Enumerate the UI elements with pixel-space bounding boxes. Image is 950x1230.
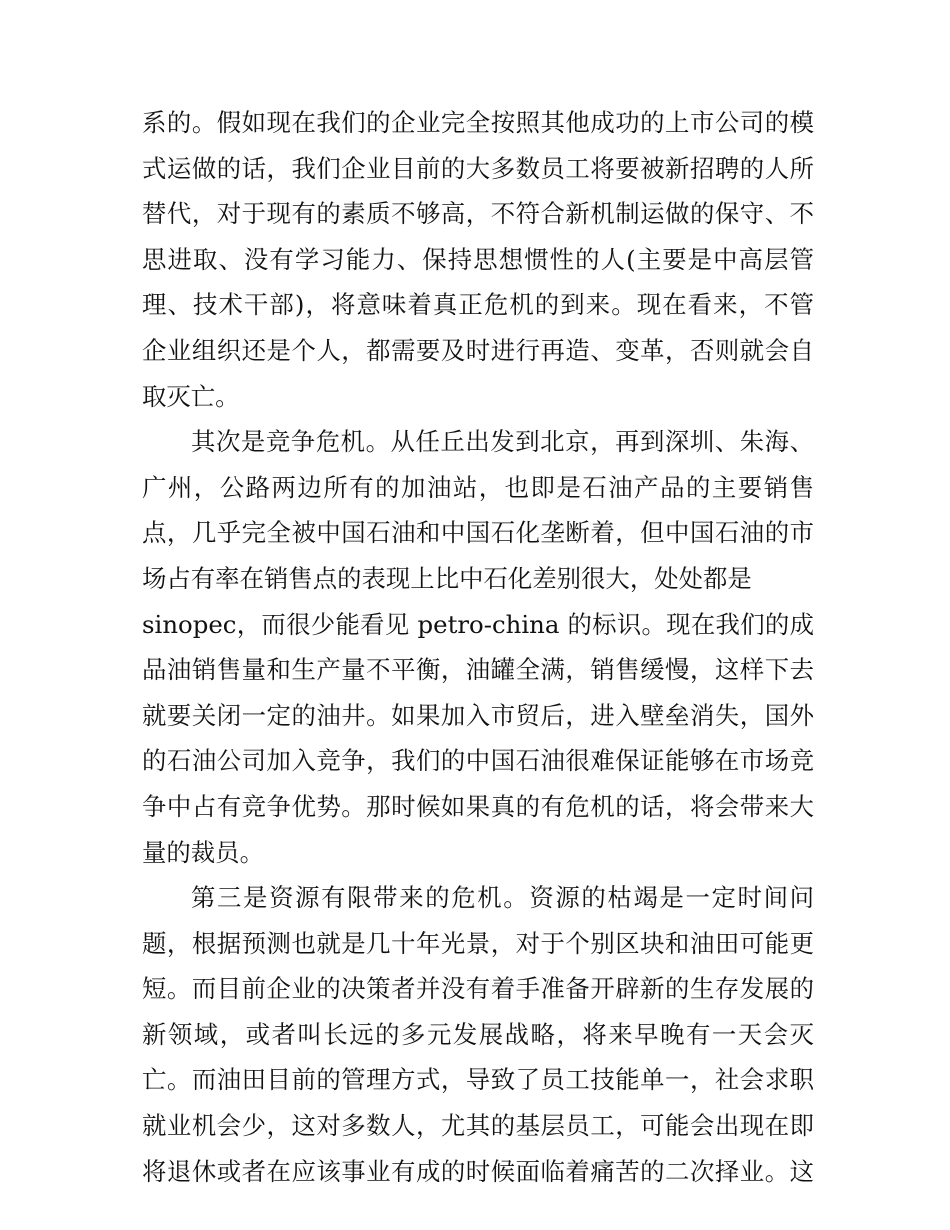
text-line: 争中占有竞争优势。那时候如果真的有危机的话，将会带来大 <box>142 791 814 821</box>
text-line: 新领域，或者叫长远的多元发展战略，将来早晚有一天会灭 <box>142 1019 814 1049</box>
text-line: 其次是竞争危机。从任丘出发到北京，再到深圳、朱海、 <box>191 427 814 457</box>
text-line: 式运做的话，我们企业目前的大多数员工将要被新招聘的人所 <box>142 153 814 183</box>
text-line: 将退休或者在应该事业有成的时候面临着痛苦的二次择业。这 <box>142 1156 814 1186</box>
text-line: sinopec，而很少能看见 petro-china 的标识。现在我们的成 <box>142 609 814 639</box>
text-line: 思进取、没有学习能力、保持思想惯性的人(主要是中高层管 <box>142 244 814 274</box>
text-line: 量的裁员。 <box>142 837 264 867</box>
text-line: 场占有率在销售点的表现上比中石化差别很大，处处都是 <box>142 563 752 593</box>
text-line: 广州，公路两边所有的加油站，也即是石油产品的主要销售 <box>142 472 814 502</box>
text-line: 品油销售量和生产量不平衡，油罐全满，销售缓慢，这样下去 <box>142 655 814 685</box>
text-line: 就要关闭一定的油井。如果加入市贸后，进入壁垒消失，国外 <box>142 700 814 730</box>
text-line: 亡。而油田目前的管理方式，导致了员工技能单一，社会求职 <box>142 1065 814 1095</box>
text-line: 系的。假如现在我们的企业完全按照其他成功的上市公司的模 <box>142 108 814 137</box>
text-line: 就业机会少，这对多数人，尤其的基层员工，可能会出现在即 <box>142 1111 814 1141</box>
text-line: 取灭亡。 <box>142 381 240 411</box>
text-line: 短。而目前企业的决策者并没有着手准备开辟新的生存发展的 <box>142 974 814 1004</box>
text-line: 点，几乎完全被中国石油和中国石化垄断着，但中国石油的市 <box>142 518 814 548</box>
text-line: 的石油公司加入竞争，我们的中国石油很难保证能够在市场竞 <box>142 746 814 776</box>
text-line: 替代，对于现有的素质不够高，不符合新机制运做的保守、不 <box>142 199 814 229</box>
text-line: 第三是资源有限带来的危机。资源的枯竭是一定时间问 <box>191 883 814 913</box>
text-line: 企业组织还是个人，都需要及时进行再造、变革，否则就会自 <box>142 335 814 365</box>
text-line: 题，根据预测也就是几十年光景，对于个别区块和油田可能更 <box>142 928 814 958</box>
document-body <box>142 100 814 1194</box>
text-line: 理、技术干部)，将意味着真正危机的到来。现在看来，不管 <box>142 290 814 320</box>
